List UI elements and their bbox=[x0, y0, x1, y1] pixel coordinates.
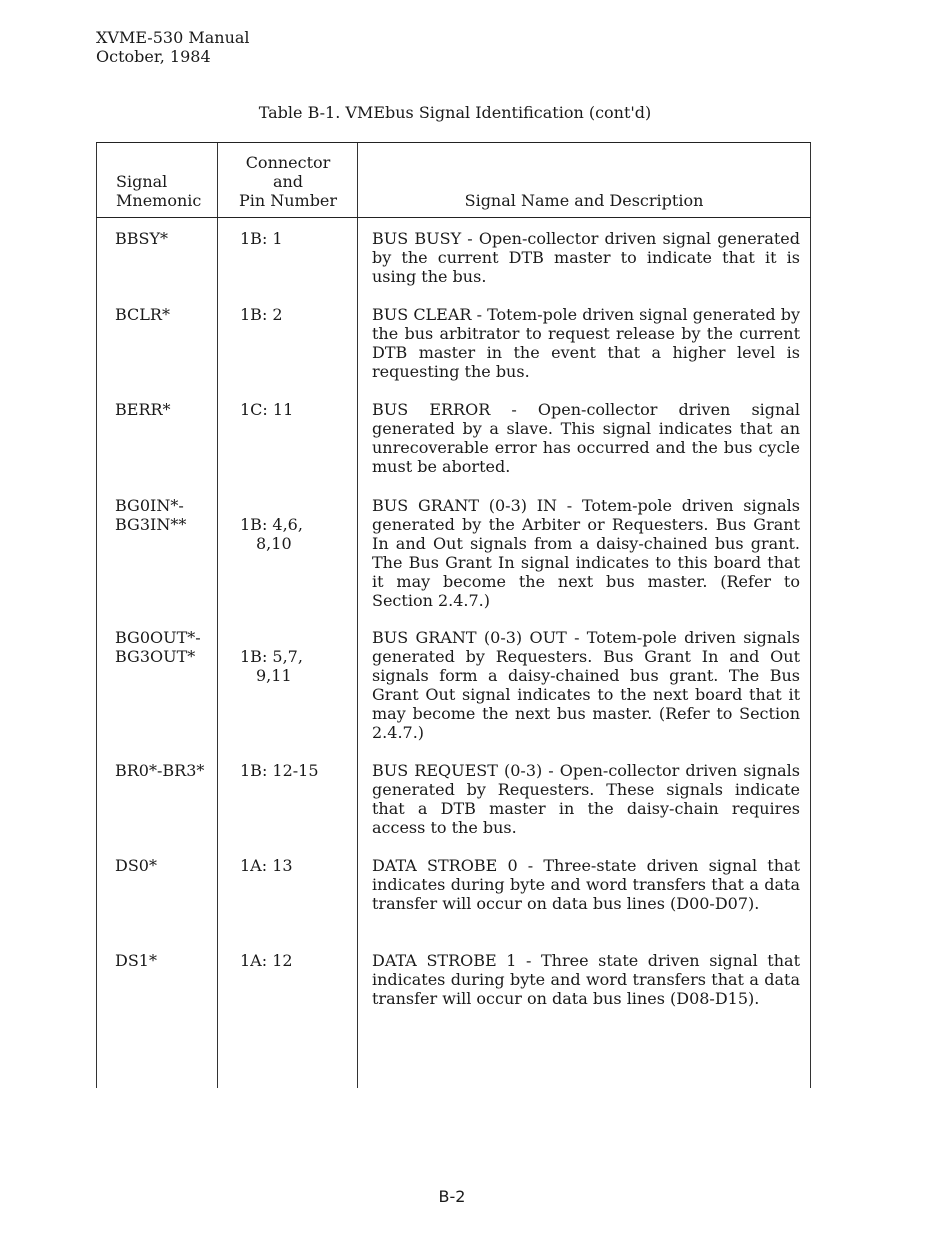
column-header-description: Signal Name and Description bbox=[464, 191, 704, 210]
pin-number-line1: 1C: 11 bbox=[240, 400, 294, 419]
column-header-signal bbox=[116, 172, 201, 210]
column-header-signal-line1: Signal bbox=[116, 172, 168, 191]
signal-mnemonic: BG0IN*- BG3IN** bbox=[115, 496, 187, 534]
signal-description: BUS REQUEST (0-3) - Open-collector driven signals generated by Requesters. These signals indicate that a DTB master in the daisy-chain requires access to the bus. bbox=[372, 761, 800, 837]
pin-number-line1: 1B: 2 bbox=[240, 305, 283, 324]
page-footer bbox=[0, 1187, 950, 1206]
column-header-pin bbox=[238, 153, 338, 210]
pin-number bbox=[240, 628, 350, 704]
signal-description: BUS GRANT (0-3) IN - Totem-pole driven signals generated by the Arbiter or Requesters. Bus Grant In and Out signals from a daisy-chained bus grant. The Bus Grant In signal indicates to this board that it may become the next bus master. (Refer to Section 2.4.7.) bbox=[372, 496, 800, 610]
pin-number-line1: 1B: 4,6, bbox=[240, 515, 303, 534]
pin-number bbox=[240, 951, 350, 970]
pin-number-line1: 1A: 13 bbox=[240, 856, 293, 875]
pin-number bbox=[240, 305, 350, 324]
manual-title: XVME-530 Manual bbox=[96, 28, 250, 47]
page-number: B-2 bbox=[438, 1187, 466, 1206]
table-right-border bbox=[810, 143, 811, 1088]
signal-mnemonic: BBSY* bbox=[115, 229, 169, 248]
table-header-rule bbox=[96, 217, 811, 218]
signal-mnemonic: BR0*-BR3* bbox=[115, 761, 205, 780]
signal-description: BUS BUSY - Open-collector driven signal generated by the current DTB master to indicate that it is using the bus. bbox=[372, 229, 800, 286]
signal-description: DATA STROBE 0 - Three-state driven signal that indicates during byte and word transfers that a data transfer will occur on data bus lines (D00-D07). bbox=[372, 856, 800, 913]
pin-number-line1: 1B: 5,7, bbox=[240, 647, 303, 666]
column-header-pin-line3: Pin Number bbox=[238, 191, 338, 210]
column-header-pin-line1: Connector bbox=[245, 153, 331, 172]
pin-number bbox=[240, 856, 350, 875]
column-header-signal-line2: Mnemonic bbox=[116, 191, 202, 210]
document-header bbox=[96, 28, 250, 66]
table-caption-text: Table B-1. VMEbus Signal Identification (cont'd) bbox=[258, 103, 652, 122]
pin-number-line2: 9,11 bbox=[256, 666, 292, 685]
pin-number-line1: 1A: 12 bbox=[240, 951, 293, 970]
signal-description: BUS ERROR - Open-collector driven signal generated by a slave. This signal indicates that an unrecoverable error has occurred and the bus cycle must be aborted. bbox=[372, 400, 800, 476]
signal-description: BUS CLEAR - Totem-pole driven signal generated by the bus arbitrator to request release by the current DTB master in the event that a higher level is requesting the bus. bbox=[372, 305, 800, 381]
signal-description: DATA STROBE 1 - Three state driven signal that indicates during byte and word transfers that a data transfer will occur on data bus lines (D08-D15). bbox=[372, 951, 800, 1008]
table-column-divider-1 bbox=[217, 143, 218, 1088]
column-header-pin-line2: and bbox=[272, 172, 304, 191]
signal-mnemonic: BG0OUT*- BG3OUT* bbox=[115, 628, 201, 666]
table-column-divider-2 bbox=[357, 143, 358, 1088]
table-caption bbox=[0, 103, 950, 122]
pin-number bbox=[240, 496, 350, 572]
pin-number bbox=[240, 400, 350, 419]
pin-number-line1: 1B: 12-15 bbox=[240, 761, 319, 780]
pin-number bbox=[240, 761, 350, 780]
pin-number-line1: 1B: 1 bbox=[240, 229, 283, 248]
signal-mnemonic: BERR* bbox=[115, 400, 171, 419]
table-left-border bbox=[96, 143, 97, 1088]
pin-number-line2: 8,10 bbox=[256, 534, 292, 553]
signal-mnemonic: DS1* bbox=[115, 951, 157, 970]
manual-date: October, 1984 bbox=[96, 47, 211, 66]
signal-mnemonic: DS0* bbox=[115, 856, 157, 875]
signal-table bbox=[96, 142, 811, 1090]
signal-description: BUS GRANT (0-3) OUT - Totem-pole driven signals generated by Requesters. Bus Grant In and Out signals form a daisy-chained bus grant. The Bus Grant Out signal indicates to the next board that it may become the next bus master. (Refer to Section 2.4.7.) bbox=[372, 628, 800, 742]
pin-number bbox=[240, 229, 350, 248]
signal-mnemonic: BCLR* bbox=[115, 305, 170, 324]
